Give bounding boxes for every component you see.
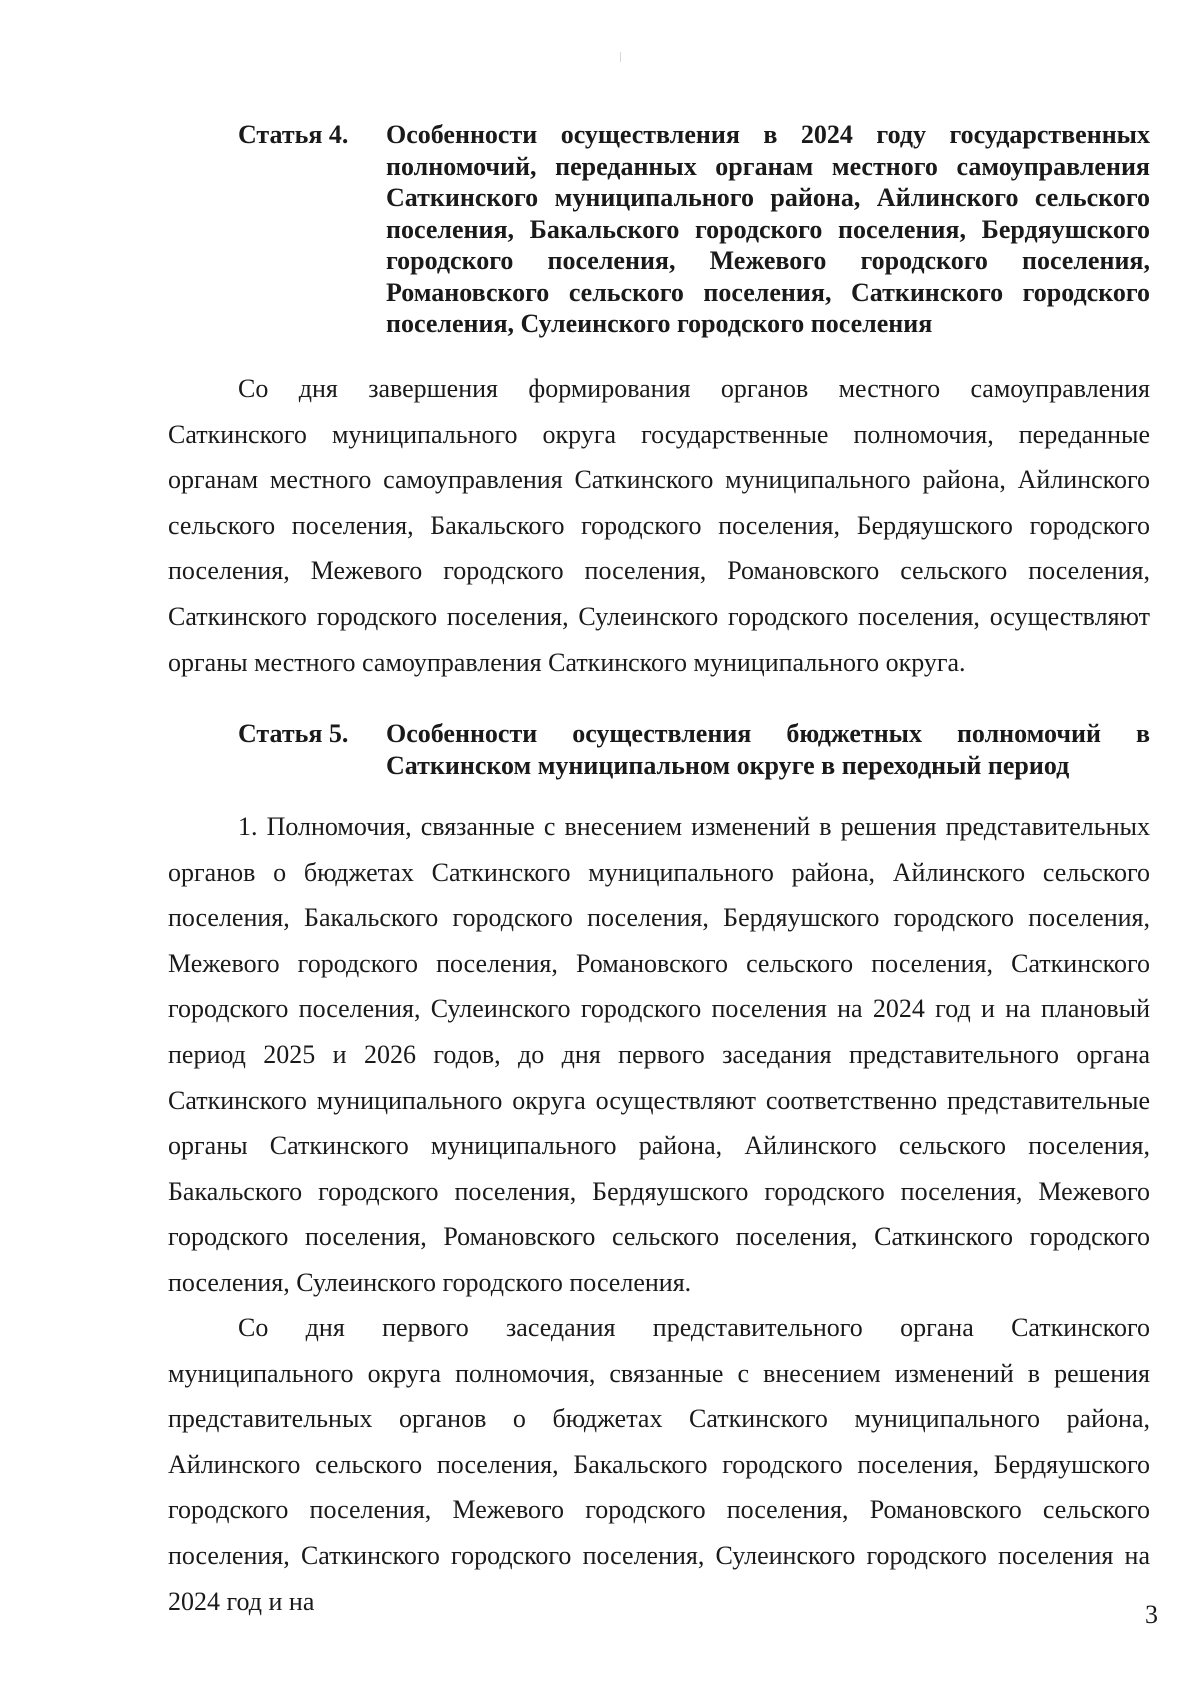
article-5-paragraph-1: 1. Полномочия, связанные с внесением изменений в решения представительных органов о бюджетах Саткинского муниципального района, Айлинского сельского поселения, Бакальского городского поселения, Бердяушского городского поселения, Межевого городского поселения, Романовского сельского поселения, Саткинского городского поселения, Сулеинского городского поселения на 2024 год и на плановый период 2025 и 2026 годов, до дня первого заседания представительного органа Саткинского муниципального округа осуществляют соответственно представительные органы Саткинского муниципального района, Айлинского сельского поселения, Бакальского городского поселения, Бердяушского городского поселения, Межевого городского поселения, Романовского сельского поселения, Саткинского городского поселения, Сулеинского городского поселения. [168, 812, 1150, 1297]
article-5-label: Статья 5. [238, 719, 349, 748]
scan-artifact [620, 52, 621, 62]
article-5-heading [238, 718, 1150, 781]
article-4-label: Статья 4. [238, 120, 349, 149]
article-4-title: Особенности осуществления в 2024 году государственных полномочий, переданных органам местного самоуправления Саткинского муниципального района, Айлинского сельского поселения, Бакальского городского поселения, Бердяушского городского поселения, Межевого городского поселения, Романовского сельского поселения, Саткинского городского поселения, Сулеинского городского поселения [386, 120, 1150, 338]
article-5-title: Особенности осуществления бюджетных полномочий в Саткинском муниципальном округе в переходный период [386, 719, 1150, 780]
article-5-paragraph-2: Со дня первого заседания представительного органа Саткинского муниципального округа полномочия, связанные с внесением изменений в решения представительных органов о бюджетах Саткинского муниципального района, Айлинского сельского поселения, Бакальского городского поселения, Бердяушского городского поселения, Межевого городского поселения, Романовского сельского поселения, Саткинского городского поселения, Сулеинского городского поселения на 2024 год и на [168, 1313, 1150, 1616]
article-4-heading [238, 119, 1150, 340]
page-number: 3 [1145, 1600, 1158, 1629]
article-4-paragraph: Со дня завершения формирования органов местного самоуправления Саткинского муниципального округа государственные полномочия, переданные органам местного самоуправления Саткинского муниципального района, Айлинского сельского поселения, Бакальского городского поселения, Бердяушского городского поселения, Межевого городского поселения, Романовского сельского поселения, Саткинского городского поселения, Сулеинского городского поселения, осуществляют органы местного самоуправления Саткинского муниципального округа. [168, 374, 1150, 677]
